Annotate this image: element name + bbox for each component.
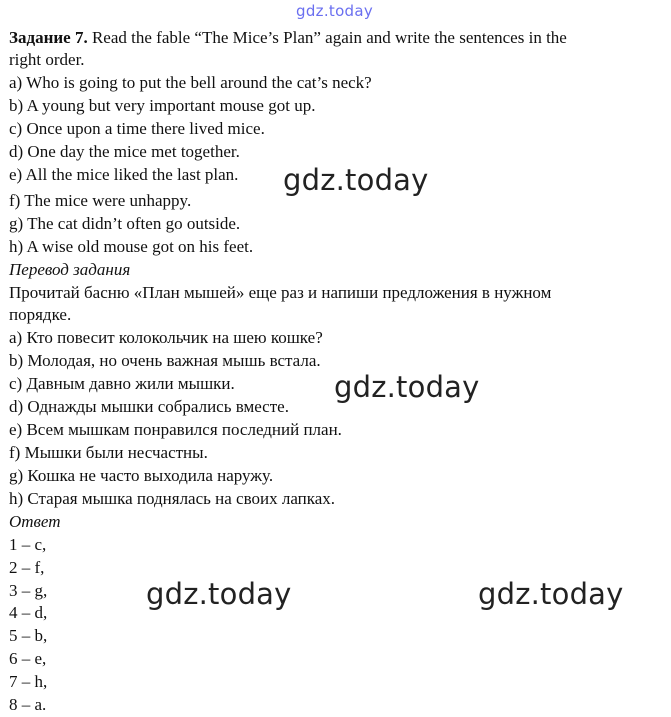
task-line-1	[9, 28, 567, 48]
task-text: Read the fable “The Mice’s Plan” again and write the sentences in the	[87, 28, 567, 47]
translation-b: b) Молодая, но очень важная мышь встала.	[9, 351, 321, 370]
translation-a: a) Кто повесит колокольчик на шею кошке?	[9, 328, 323, 347]
translation-e: e) Всем мышкам понравился последний план.	[9, 420, 342, 439]
sentence-c: c) Once upon a time there lived mice.	[9, 119, 265, 138]
sentence-d: d) One day the mice met together.	[9, 142, 240, 161]
translation-intro-2: порядке.	[9, 305, 72, 324]
answer-heading: Ответ	[9, 512, 61, 531]
answer-5: 5 – b,	[9, 626, 48, 645]
watermark-4: gdz.today	[478, 577, 624, 611]
translation-h: h) Старая мышка поднялась на своих лапках.	[9, 489, 336, 508]
translation-g: g) Кошка не часто выходила наружу.	[9, 466, 274, 485]
translation-intro-1: Прочитай басню «План мышей» еще раз и напиши предложения в нужном	[9, 283, 552, 302]
sentence-g: g) The cat didn’t often go outside.	[9, 214, 241, 233]
answer-4: 4 – d,	[9, 603, 48, 622]
task-line-2: right order.	[9, 50, 85, 69]
answer-1: 1 – c,	[9, 535, 47, 554]
watermark-1: gdz.today	[283, 163, 429, 197]
translation-d: d) Однажды мышки собрались вместе.	[9, 397, 289, 416]
sentence-f: f) The mice were unhappy.	[9, 191, 192, 210]
watermark-2: gdz.today	[334, 370, 480, 404]
translation-c: c) Давным давно жили мышки.	[9, 374, 235, 393]
sentence-b: b) A young but very important mouse got up.	[9, 96, 316, 115]
answer-8: 8 – a.	[9, 695, 47, 714]
translation-heading: Перевод задания	[9, 260, 131, 279]
answer-7: 7 – h,	[9, 672, 48, 691]
sentence-e: e) All the mice liked the last plan.	[9, 165, 239, 184]
sentence-a: a) Who is going to put the bell around the cat’s neck?	[9, 73, 372, 92]
task-label: Задание 7.	[9, 28, 88, 47]
watermark-top: gdz.today	[296, 2, 374, 20]
watermark-3: gdz.today	[146, 577, 292, 611]
translation-f: f) Мышки были несчастны.	[9, 443, 208, 462]
sentence-h: h) A wise old mouse got on his feet.	[9, 237, 254, 256]
answer-3: 3 – g,	[9, 581, 48, 600]
answer-2: 2 – f,	[9, 558, 45, 577]
answer-6: 6 – e,	[9, 649, 47, 668]
